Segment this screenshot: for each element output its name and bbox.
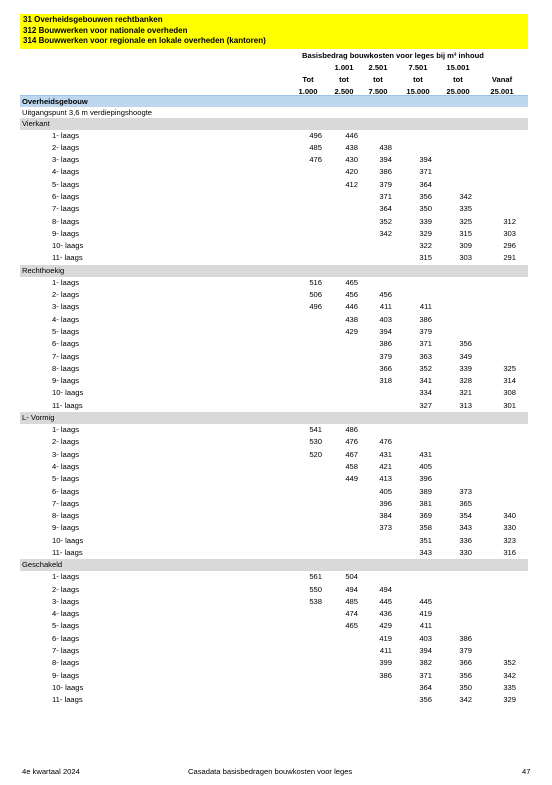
page-number: 47 <box>522 767 531 776</box>
table-row <box>20 436 528 448</box>
document-page <box>20 14 528 707</box>
row-label: 6- laags <box>52 339 80 349</box>
column-header-cell: Tot <box>302 74 314 84</box>
table-cell: 394 <box>379 326 392 336</box>
table-cell: 411 <box>379 646 392 656</box>
table-row <box>20 314 528 326</box>
row-label: 3- laags <box>52 449 80 459</box>
table-cell: 366 <box>459 658 472 668</box>
table-cell: 296 <box>503 241 516 251</box>
table-row <box>20 657 528 669</box>
table-row <box>20 240 528 252</box>
table-row <box>20 326 528 338</box>
row-label: 3- laags <box>52 155 80 165</box>
table-cell: 308 <box>503 388 516 398</box>
table-cell: 382 <box>419 658 432 668</box>
table-cell: 431 <box>419 449 432 459</box>
table-row <box>20 375 528 387</box>
footer-left: 4e kwartaal 2024 <box>22 767 80 776</box>
table-cell: 373 <box>459 486 472 496</box>
table-cell: 340 <box>503 511 516 521</box>
table-cell: 371 <box>379 191 392 201</box>
table-row <box>20 670 528 682</box>
table-cell: 327 <box>419 400 432 410</box>
column-header-cell: 15.000 <box>406 86 430 96</box>
table-cell: 322 <box>419 241 432 251</box>
table-cell: 381 <box>419 498 432 508</box>
row-label: 1- laags <box>52 572 80 582</box>
table-cell: 364 <box>419 179 432 189</box>
column-header-cell: 25.000 <box>446 86 470 96</box>
column-header-cell: tot <box>413 74 423 84</box>
title-line: 314 Bouwwerken voor regionale en lokale overheden (kantoren) <box>23 36 266 45</box>
row-label: 8- laags <box>52 216 80 226</box>
table-row <box>20 216 528 228</box>
table-row <box>20 547 528 559</box>
row-label: 5- laags <box>52 621 80 631</box>
table-cell: 371 <box>419 167 432 177</box>
table-cell: 365 <box>459 498 472 508</box>
table-cell: 386 <box>379 167 392 177</box>
table-cell: 303 <box>459 253 472 263</box>
table-cell: 411 <box>379 302 392 312</box>
table-cell: 291 <box>503 253 516 263</box>
table-row <box>20 179 528 191</box>
table-cell: 485 <box>345 596 358 606</box>
row-label: 5- laags <box>52 474 80 484</box>
table-cell: 429 <box>345 326 358 336</box>
table-cell: 323 <box>503 535 516 545</box>
table-cell: 438 <box>379 142 392 152</box>
table-cell: 411 <box>419 302 432 312</box>
table-row <box>20 363 528 375</box>
table-cell: 363 <box>419 351 432 361</box>
row-label: 8- laags <box>52 658 80 668</box>
table-cell: 366 <box>379 363 392 373</box>
section-header: Vierkant <box>20 118 528 130</box>
table-cell: 386 <box>379 670 392 680</box>
table-cell: 438 <box>345 314 358 324</box>
row-label: 11- laags <box>52 548 83 557</box>
table-cell: 341 <box>419 376 432 386</box>
table-cell: 430 <box>345 155 358 165</box>
table-cell: 356 <box>419 695 432 705</box>
column-header-cell: 25.001 <box>490 86 514 96</box>
row-label: 4- laags <box>52 314 80 324</box>
row-label: 2- laags <box>52 437 80 447</box>
table-cell: 379 <box>379 179 392 189</box>
section-header: Rechthoekig <box>20 265 528 277</box>
table-cell: 419 <box>379 633 392 643</box>
table-row <box>20 535 528 547</box>
row-label: 4- laags <box>52 167 80 177</box>
table-row <box>20 387 528 399</box>
table-row <box>20 571 528 583</box>
table-cell: 325 <box>503 363 516 373</box>
table-cell: 396 <box>379 498 392 508</box>
row-label: 6- laags <box>52 486 80 496</box>
table-cell: 352 <box>419 363 432 373</box>
table-cell: 342 <box>459 695 472 705</box>
table-cell: 358 <box>419 523 432 533</box>
table-cell: 352 <box>379 216 392 226</box>
table-row <box>20 608 528 620</box>
table-cell: 476 <box>345 437 358 447</box>
table-row <box>20 228 528 240</box>
table-row <box>20 154 528 166</box>
row-label: 7- laags <box>52 646 80 656</box>
table-row <box>20 252 528 264</box>
table-cell: 438 <box>345 142 358 152</box>
row-label: 9- laags <box>52 228 80 238</box>
row-label: 8- laags <box>52 363 80 373</box>
table-cell: 379 <box>459 646 472 656</box>
table-row <box>20 191 528 203</box>
table-row <box>20 203 528 215</box>
row-label: 9- laags <box>52 523 80 533</box>
table-cell: 315 <box>459 228 472 238</box>
row-label: 6- laags <box>52 191 80 201</box>
table-cell: 386 <box>379 339 392 349</box>
table-cell: 335 <box>459 204 472 214</box>
table-cell: 303 <box>503 228 516 238</box>
footer-center: Casadata basisbedragen bouwkosten voor leges <box>188 767 353 776</box>
table-row <box>20 461 528 473</box>
table-cell: 350 <box>419 204 432 214</box>
row-label: 9- laags <box>52 376 80 386</box>
table-cell: 520 <box>309 449 322 459</box>
table-cell: 494 <box>345 584 358 594</box>
row-label: 5- laags <box>52 326 80 336</box>
table-cell: 309 <box>459 241 472 251</box>
section-header: Geschakeld <box>20 559 528 571</box>
table-cell: 389 <box>419 486 432 496</box>
table-cell: 386 <box>419 314 432 324</box>
table-cell: 379 <box>419 326 432 336</box>
table-row <box>20 301 528 313</box>
table-cell: 561 <box>309 572 322 582</box>
table-cell: 412 <box>345 179 358 189</box>
column-header-cell: 7.500 <box>368 86 388 96</box>
column-header <box>20 49 528 95</box>
table-cell: 429 <box>379 621 392 631</box>
table-cell: 371 <box>419 670 432 680</box>
table-cell: 329 <box>419 228 432 238</box>
table-cell: 394 <box>419 155 432 165</box>
table-cell: 445 <box>419 596 432 606</box>
table-row <box>20 620 528 632</box>
title-block <box>20 14 528 49</box>
table-cell: 342 <box>379 228 392 238</box>
column-header-cell: 1.000 <box>298 86 318 96</box>
table-cell: 329 <box>503 695 516 705</box>
table-cell: 403 <box>379 314 392 324</box>
table-cell: 312 <box>503 216 516 226</box>
table-row <box>20 351 528 363</box>
table-cell: 445 <box>379 596 392 606</box>
table-cell: 541 <box>309 425 322 435</box>
table-cell: 421 <box>379 461 392 471</box>
table-cell: 467 <box>345 449 358 459</box>
table-cell: 494 <box>379 584 392 594</box>
column-header-cell: Vanaf <box>491 74 513 84</box>
table-cell: 336 <box>459 535 472 545</box>
table-row <box>20 682 528 694</box>
column-header-cell: 2.501 <box>368 62 388 72</box>
row-label: 3- laags <box>52 596 80 606</box>
row-label: 11- laags <box>52 400 83 410</box>
table-cell: 419 <box>419 609 432 619</box>
table-cell: 496 <box>309 130 322 140</box>
table-row <box>20 338 528 350</box>
row-label: 7- laags <box>52 351 80 361</box>
table-cell: 446 <box>345 130 358 140</box>
column-header-cell: 7.501 <box>408 62 428 72</box>
table-cell: 315 <box>419 253 432 263</box>
table-cell: 476 <box>379 437 392 447</box>
table-cell: 456 <box>379 290 392 300</box>
row-label: 10- laags <box>52 388 84 398</box>
table-cell: 349 <box>459 351 472 361</box>
table-cell: 506 <box>309 290 322 300</box>
table-cell: 339 <box>419 216 432 226</box>
table-cell: 465 <box>345 621 358 631</box>
table-cell: 343 <box>419 548 432 557</box>
building-type-bar: Overheidsgebouw <box>20 95 528 107</box>
table-cell: 474 <box>345 609 358 619</box>
table-cell: 449 <box>345 474 358 484</box>
row-label: 8- laags <box>52 511 80 521</box>
table-cell: 394 <box>419 646 432 656</box>
table-cell: 318 <box>379 376 392 386</box>
row-label: 10- laags <box>52 535 84 545</box>
table-cell: 405 <box>379 486 392 496</box>
table-cell: 343 <box>459 523 472 533</box>
table-row <box>20 510 528 522</box>
column-header-cell: tot <box>453 74 463 84</box>
row-label: 10- laags <box>52 241 84 251</box>
table-cell: 485 <box>309 142 322 152</box>
table-cell: 394 <box>379 155 392 165</box>
table-cell: 335 <box>503 682 516 692</box>
table-cell: 352 <box>503 658 516 668</box>
table-cell: 342 <box>459 191 472 201</box>
table-cell: 356 <box>459 339 472 349</box>
table-cell: 325 <box>459 216 472 226</box>
table-cell: 504 <box>345 572 358 582</box>
table-cell: 446 <box>345 302 358 312</box>
title-line: 312 Bouwwerken voor nationale overheden <box>23 25 188 35</box>
table-cell: 313 <box>459 400 472 410</box>
table-cell: 396 <box>419 474 432 484</box>
row-label: 3- laags <box>52 302 80 312</box>
table-body <box>20 118 528 707</box>
table-cell: 413 <box>379 474 392 484</box>
table-cell: 420 <box>345 167 358 177</box>
table-cell: 538 <box>309 596 322 606</box>
table-cell: 339 <box>459 363 472 373</box>
table-row <box>20 633 528 645</box>
table-row <box>20 694 528 706</box>
row-label: 9- laags <box>52 670 80 680</box>
table-cell: 384 <box>379 511 392 521</box>
table-cell: 516 <box>309 277 322 287</box>
row-label: 2- laags <box>52 142 80 152</box>
row-label: 6- laags <box>52 633 80 643</box>
table-cell: 328 <box>459 376 472 386</box>
title-line: 31 Overheidsgebouwen rechtbanken <box>23 15 163 24</box>
row-label: 4- laags <box>52 609 80 619</box>
row-label: 1- laags <box>52 425 80 435</box>
table-row <box>20 596 528 608</box>
table-row <box>20 166 528 178</box>
table-cell: 550 <box>309 584 322 594</box>
row-label: 11- laags <box>52 695 83 705</box>
table-row <box>20 449 528 461</box>
table-row <box>20 473 528 485</box>
table-cell: 458 <box>345 461 358 471</box>
table-cell: 530 <box>309 437 322 447</box>
table-cell: 465 <box>345 277 358 287</box>
row-label: 7- laags <box>52 204 80 214</box>
table-cell: 486 <box>345 425 358 435</box>
row-label: 2- laags <box>52 290 80 300</box>
table-cell: 354 <box>459 511 472 521</box>
table-cell: 330 <box>503 523 516 533</box>
table-cell: 436 <box>379 609 392 619</box>
row-label: 7- laags <box>52 498 80 508</box>
table-row <box>20 424 528 436</box>
row-label: 1- laags <box>52 130 80 140</box>
table-row <box>20 522 528 534</box>
table-cell: 371 <box>419 339 432 349</box>
row-label: 11- laags <box>52 253 83 263</box>
row-label: 2- laags <box>52 584 80 594</box>
table-cell: 476 <box>309 155 322 165</box>
table-cell: 456 <box>345 290 358 300</box>
section-header: L- Vormig <box>20 412 528 424</box>
table-cell: 364 <box>379 204 392 214</box>
table-cell: 403 <box>419 633 432 643</box>
column-header-cell: tot <box>373 74 383 84</box>
page-footer <box>22 767 530 779</box>
table-row <box>20 130 528 142</box>
table-cell: 386 <box>459 633 472 643</box>
table-cell: 373 <box>379 523 392 533</box>
table-cell: 350 <box>459 682 472 692</box>
table-row <box>20 498 528 510</box>
table-cell: 356 <box>459 670 472 680</box>
table-row <box>20 289 528 301</box>
row-label: 5- laags <box>52 179 80 189</box>
subtitle: Uitgangspunt 3,6 m verdiepingshoogte <box>22 107 153 117</box>
table-cell: 321 <box>459 388 472 398</box>
row-label: 4- laags <box>52 461 80 471</box>
table-row <box>20 486 528 498</box>
table-cell: 405 <box>419 461 432 471</box>
table-row <box>20 142 528 154</box>
table-cell: 379 <box>379 351 392 361</box>
table-cell: 496 <box>309 302 322 312</box>
row-label: 1- laags <box>52 277 80 287</box>
table-cell: 342 <box>503 670 516 680</box>
table-cell: 351 <box>419 535 432 545</box>
column-header-cell: 1.001 <box>334 62 354 72</box>
table-cell: 399 <box>379 658 392 668</box>
table-row <box>20 400 528 412</box>
row-label: 10- laags <box>52 682 84 692</box>
table-cell: 431 <box>379 449 392 459</box>
table-row <box>20 277 528 289</box>
table-cell: 411 <box>419 621 432 631</box>
header-caption: Basisbedrag bouwkosten voor leges bij m³ inhoud <box>302 50 484 60</box>
table-cell: 369 <box>419 511 432 521</box>
table-cell: 301 <box>503 400 516 410</box>
table-cell: 314 <box>503 376 516 386</box>
table-cell: 334 <box>419 388 432 398</box>
column-header-cell: 2.500 <box>334 86 354 96</box>
table-cell: 316 <box>503 548 516 557</box>
column-header-cell: 15.001 <box>446 62 470 72</box>
table-cell: 364 <box>419 682 432 692</box>
table-row <box>20 645 528 657</box>
table-cell: 330 <box>459 548 472 557</box>
table-cell: 356 <box>419 191 432 201</box>
column-header-cell: tot <box>339 74 349 84</box>
table-row <box>20 584 528 596</box>
